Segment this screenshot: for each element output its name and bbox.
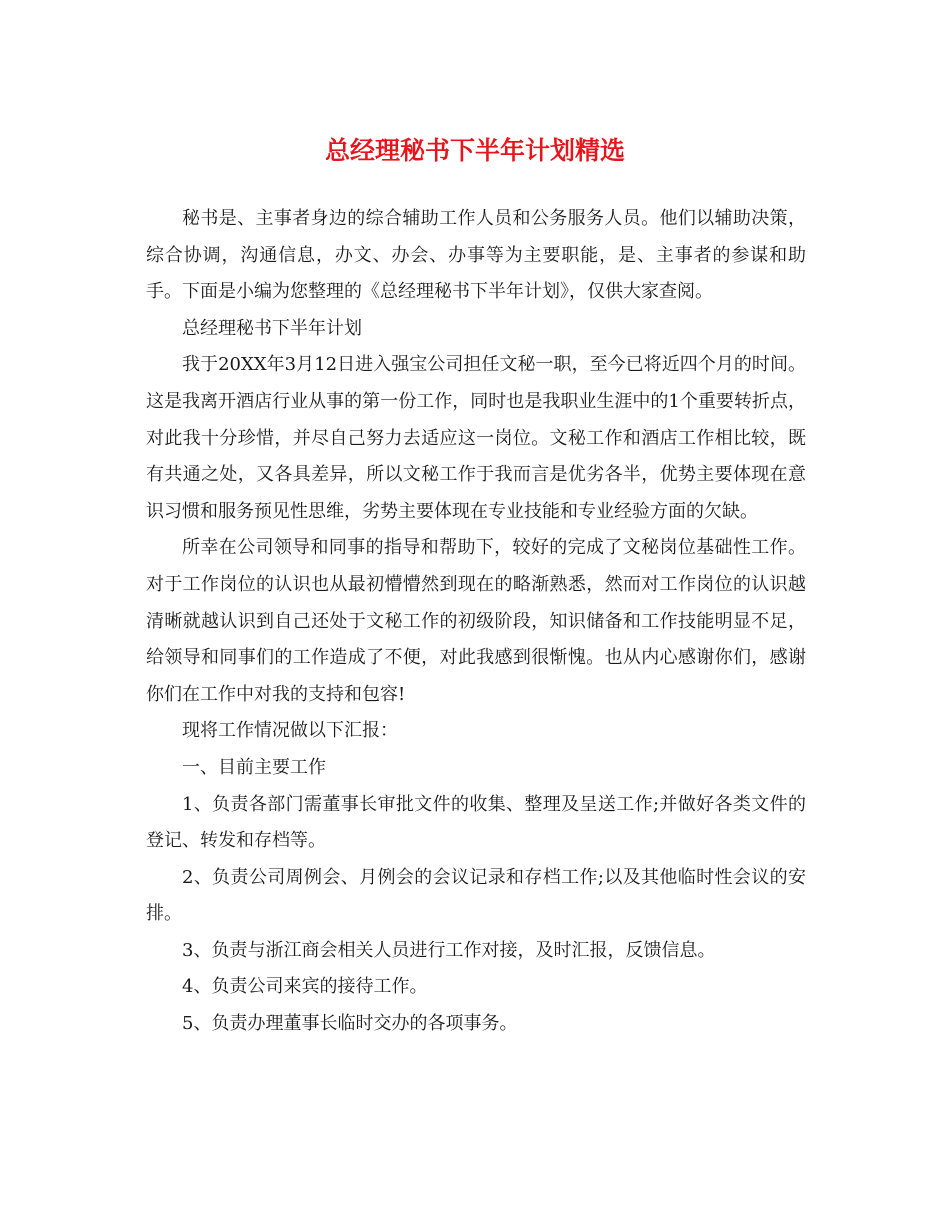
list-item-3: 3、负责与浙江商会相关人员进行工作对接，及时汇报，反馈信息。 <box>182 939 716 961</box>
paragraph-intro: 秘书是、主事者身边的综合辅助工作人员和公务服务人员。他们以辅助决策，综合协调，沟通信息，办文、办会、办事等为主要职能，是、主事者的参谋和助手。下面是小编为您整理的《总经理秘书下半年计划》，仅供大家查阅。 <box>146 208 806 303</box>
document-title: 总经理秘书下半年计划精选 <box>324 136 625 165</box>
document-body <box>146 201 806 1043</box>
list-item-2: 2、负责公司周例会、月例会的会议记录和存档工作;以及其他临时性会议的安排。 <box>146 866 806 925</box>
paragraph-gratitude: 所幸在公司领导和同事的指导和帮助下，较好的完成了文秘岗位基础性工作。对于工作岗位的认识也从最初懵懵然到现在的略渐熟悉，然而对工作岗位的认识越清晰就越认识到自己还处于文秘工作的初级阶段，知识储备和工作技能明显不足，给领导和同事们的工作造成了不便，对此我感到很惭愧。也从内心感谢你们，感谢你们在工作中对我的支持和包容! <box>146 537 806 705</box>
paragraph-report-intro: 现将工作情况做以下汇报： <box>182 720 398 742</box>
section-heading-main-work: 一、目前主要工作 <box>182 756 326 778</box>
paragraph-background: 我于20XX年3月12日进入强宝公司担任文秘一职，至今已将近四个月的时间。这是我离开酒店行业从事的第一份工作，同时也是我职业生涯中的1个重要转折点，对此我十分珍惜，并尽自己努力去适应这一岗位。文秘工作和酒店工作相比较，既有共通之处，又各具差异，所以文秘工作于我而言是优劣各半，优势主要体现在意识习惯和服务预见性思维，劣势主要体现在专业技能和专业经验方面的欠缺。 <box>146 354 806 522</box>
list-item-4: 4、负责公司来宾的接待工作。 <box>182 976 428 998</box>
paragraph-subtitle: 总经理秘书下半年计划 <box>182 317 362 339</box>
list-item-1: 1、负责各部门需董事长审批文件的收集、整理及呈送工作;并做好各类文件的登记、转发和存档等。 <box>146 793 806 852</box>
list-item-5: 5、负责办理董事长临时交办的各项事务。 <box>182 1013 518 1035</box>
